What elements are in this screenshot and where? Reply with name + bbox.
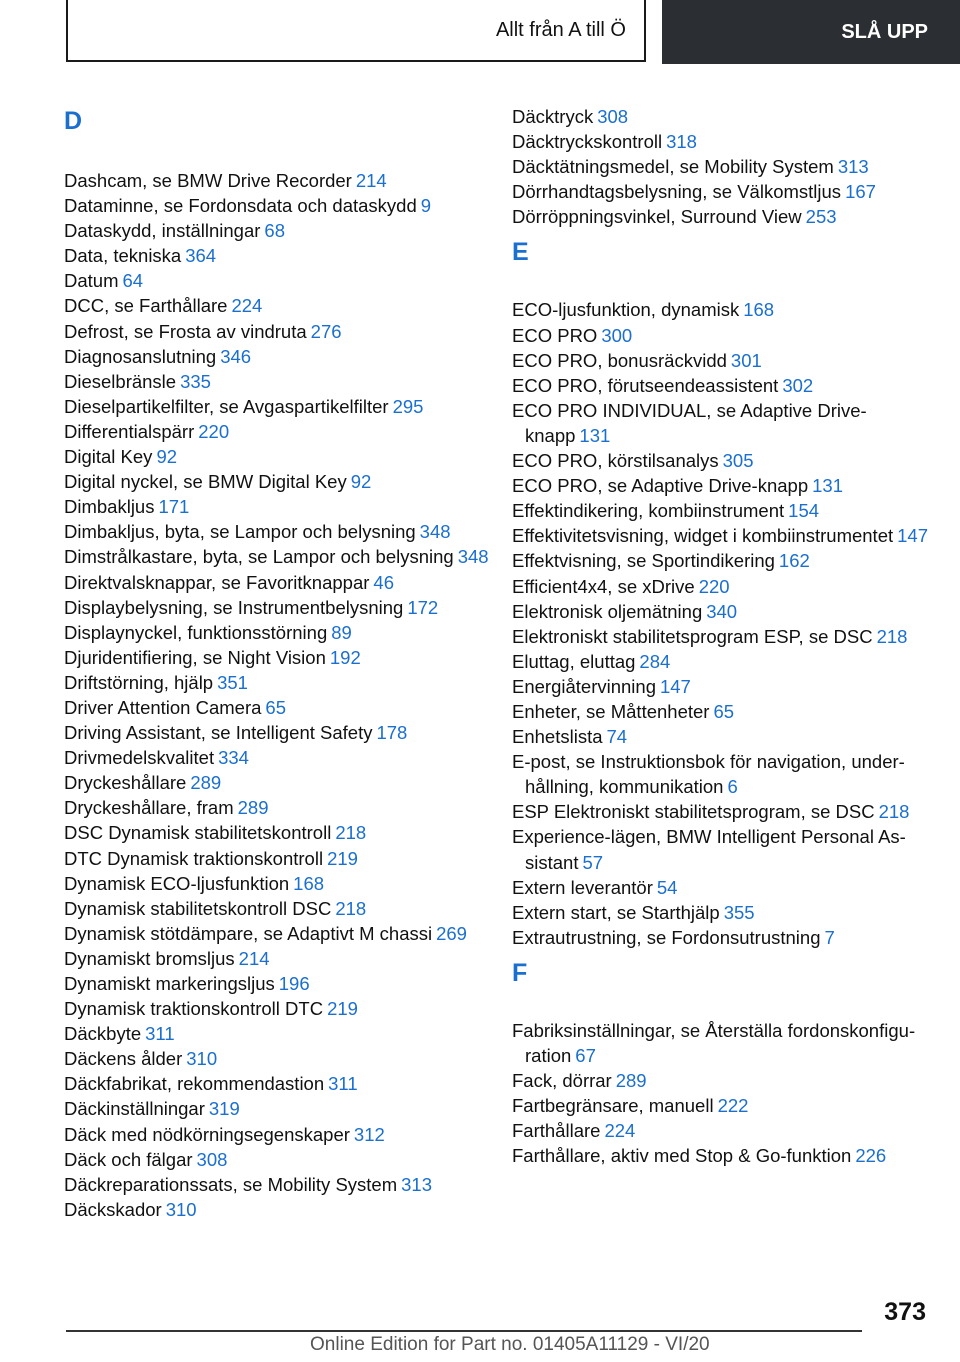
index-page-link[interactable]: 147 [659, 675, 691, 697]
index-entry [64, 871, 494, 896]
index-page-link[interactable]: 219 [327, 998, 358, 1020]
index-entry [512, 824, 942, 874]
index-entry [64, 896, 494, 921]
index-entry-text: Data, tekniska [64, 245, 182, 267]
index-entry-text: Eluttag, eluttag [512, 650, 636, 672]
index-page-link[interactable]: 74 [606, 726, 628, 748]
index-entry-text: Datum [64, 270, 119, 292]
index-page-link[interactable]: 131 [579, 424, 611, 446]
index-entry [512, 297, 942, 322]
index-page-link[interactable]: 351 [217, 671, 248, 693]
index-entry-text: Däck med nödkörningsegenskaper [64, 1123, 350, 1145]
index-entry [512, 323, 942, 348]
index-entry [64, 1122, 494, 1147]
index-page-link[interactable]: 348 [457, 546, 489, 568]
footer-edition: Online Edition for Part no. 01405A11129 - VI/20 [310, 1334, 710, 1355]
index-entry [512, 548, 942, 573]
index-page-link[interactable]: 167 [845, 181, 876, 203]
top-navigation [66, 0, 960, 64]
index-entry-text: Effektvisning, se Sportindikering [512, 550, 775, 572]
index-entry [64, 795, 494, 820]
index-entry [64, 670, 494, 695]
index-page-link[interactable]: 46 [373, 571, 394, 593]
index-entry [64, 544, 494, 569]
index-entry [512, 900, 942, 925]
index-entry [512, 1068, 942, 1093]
index-entry [64, 1046, 494, 1071]
index-entry [64, 570, 494, 595]
index-page-link[interactable]: 348 [419, 521, 451, 543]
index-page-link[interactable]: 192 [329, 646, 361, 668]
index-entry [512, 373, 942, 398]
index-entry-text: Dimstrålkastare, byta, se Lampor och belysning [64, 546, 454, 568]
index-entry-text: Efficient4x4, se xDrive [512, 575, 695, 597]
index-entry [64, 1021, 494, 1046]
index-page-link[interactable]: 171 [158, 496, 190, 518]
index-page-link[interactable]: 313 [837, 156, 869, 178]
index-letter-heading: D [64, 107, 83, 135]
index-entry [512, 875, 942, 900]
index-entry-text: Enheter, se Måttenheter [512, 700, 710, 722]
index-page-link[interactable]: 364 [185, 245, 217, 267]
index-letter-heading: E [512, 238, 529, 267]
index-entry-text: Energiåtervinning [512, 675, 656, 697]
index-entry-text: Däckfabrikat, rekommendastion [64, 1073, 325, 1095]
index-page-link[interactable]: 319 [208, 1098, 240, 1120]
index-page-link[interactable]: 220 [698, 575, 730, 597]
index-entry [64, 695, 494, 720]
index-entry [64, 1071, 494, 1096]
index-page-link[interactable]: 168 [293, 872, 325, 894]
index-page-link[interactable]: 289 [237, 797, 269, 819]
index-entry [512, 179, 942, 204]
index-page-link[interactable]: 68 [264, 220, 285, 242]
index-entry [512, 925, 942, 950]
index-entry-text: Dimbakljus [64, 496, 155, 518]
index-entry [512, 724, 942, 749]
index-page-link[interactable]: 214 [238, 947, 270, 969]
index-entry-text: Effektindikering, kombiinstrument [512, 500, 785, 522]
index-entry-text: Enhetslista [512, 726, 603, 748]
index-entry [512, 498, 942, 523]
index-entry [64, 419, 494, 444]
index-entry [64, 720, 494, 745]
index-column-right [512, 104, 942, 1168]
index-entry-text: ESP Elektroniskt stabilitetsprogram, se DSC [512, 801, 875, 823]
index-entry [512, 448, 942, 473]
index-entry-text: Fartbegränsare, manuell [512, 1095, 714, 1117]
index-entry [64, 243, 494, 268]
index-page-link[interactable]: 224 [604, 1120, 636, 1142]
index-entry [512, 649, 942, 674]
index-entry-text: Fack, dörrar [512, 1070, 612, 1092]
index-page-link[interactable]: 310 [165, 1198, 197, 1220]
index-entry-text: Dynamisk ECO-ljusfunktion [64, 872, 290, 894]
index-page-link[interactable]: 289 [190, 772, 222, 794]
index-page-link[interactable]: 289 [615, 1070, 647, 1092]
index-page-link[interactable]: 162 [778, 550, 810, 572]
index-page-link[interactable]: 308 [196, 1148, 228, 1170]
index-entry-text: Däckskador [64, 1198, 162, 1220]
index-page-link[interactable]: 318 [666, 131, 697, 153]
index-page-link[interactable]: 154 [788, 500, 820, 522]
index-entry [512, 104, 942, 129]
index-page-link[interactable]: 269 [436, 922, 467, 944]
index-entry-text: Direktvalsknappar, se Favoritknappar [64, 571, 370, 593]
index-page-link[interactable]: 226 [855, 1145, 887, 1167]
index-page-link[interactable]: 276 [310, 320, 342, 342]
index-entry-text: Driftstörning, hjälp [64, 671, 214, 693]
index-entry-text: Däck och fälgar [64, 1148, 193, 1170]
index-entry-text: Däcktryck [512, 106, 594, 127]
index-page-link[interactable]: 65 [713, 700, 735, 722]
index-entry-text: Dryckeshållare, fram [64, 797, 234, 819]
index-entry [64, 595, 494, 620]
index-entry [512, 204, 942, 229]
index-entry [64, 469, 494, 494]
index-page-link[interactable]: 334 [218, 747, 249, 769]
index-entry-text: Effektivitetsvisning, widget i kombiinstrumentet [512, 525, 894, 547]
index-page-link[interactable]: 301 [730, 349, 762, 371]
index-entry-text: Diagnosanslutning [64, 345, 217, 367]
index-entry-text: Driving Assistant, se Intelligent Safety [64, 722, 373, 744]
tab-all-a-to-z[interactable]: Allt från A till Ö [66, 0, 646, 62]
index-entry [512, 1018, 942, 1068]
index-page-link[interactable]: 355 [723, 901, 755, 923]
index-entry [64, 519, 494, 544]
index-entry-text: Digital nyckel, se BMW Digital Key [64, 471, 347, 493]
index-entry-text: Däckinställningar [64, 1098, 205, 1120]
index-entry-text: Differentialspärr [64, 420, 195, 442]
index-page-link[interactable]: 89 [331, 621, 352, 643]
index-entry-text: Fabriksinställningar, se Återställa fordonskonfiguration [512, 1019, 916, 1066]
index-page-link[interactable]: 196 [278, 973, 310, 994]
index-page-link[interactable]: 64 [122, 270, 144, 292]
index-page-link[interactable]: 220 [198, 420, 230, 442]
index-entry [64, 444, 494, 469]
index-entry [64, 344, 494, 369]
index-entry-text: ECO PRO, körstilsanalys [512, 450, 719, 472]
index-page-link[interactable]: 284 [639, 650, 671, 672]
index-entry [64, 193, 494, 218]
index-entry-text: Dashcam, se BMW Drive Recorder [64, 170, 352, 191]
index-page-link[interactable]: 218 [878, 801, 910, 823]
index-entry-text: Däcktätningsmedel, se Mobility System [512, 156, 834, 178]
index-entry [512, 749, 942, 799]
index-page-link[interactable]: 253 [805, 206, 837, 228]
index-entry-text: Extrautrustning, se Fordonsutrustning [512, 926, 821, 948]
index-entry [64, 946, 494, 971]
index-entry-text: Dataminne, se Fordonsdata och dataskydd [64, 195, 417, 217]
index-entry-text: Extern leverantör [512, 876, 653, 898]
index-entry-text: Dieselbränsle [64, 370, 177, 392]
index-entry-text: Dörrhandtagsbelysning, se Välkomstljus [512, 181, 842, 203]
index-entry-text: Dynamisk traktionskontroll DTC [64, 998, 324, 1020]
index-page-link[interactable]: 178 [376, 722, 408, 744]
index-entry [64, 971, 494, 996]
index-page-link[interactable]: 54 [656, 876, 678, 898]
index-entry [64, 645, 494, 670]
index-entry [512, 398, 942, 448]
index-page-link[interactable]: 295 [392, 395, 424, 417]
index-entry [512, 129, 942, 154]
index-entry [512, 599, 942, 624]
index-entry-text: Dynamisk stabilitetskontroll DSC [64, 897, 332, 919]
index-entry [64, 268, 494, 293]
index-entry [64, 996, 494, 1021]
index-entry-text: Defrost, se Frosta av vindruta [64, 320, 307, 342]
index-page-link[interactable]: 340 [706, 600, 738, 622]
index-entry-text: Dataskydd, inställningar [64, 220, 261, 242]
index-entry [64, 1147, 494, 1172]
index-page-link[interactable]: 168 [743, 299, 775, 321]
index-entry [64, 1172, 494, 1197]
index-entry-text: Displaynyckel, funktionsstörning [64, 621, 328, 643]
index-entry [512, 674, 942, 699]
index-entry [64, 745, 494, 770]
index-entry [64, 1096, 494, 1121]
index-entry-text: E-post, se Instruktionsbok för navigation, underhållning, kommunikation [512, 751, 905, 798]
index-page-link[interactable]: 57 [582, 851, 604, 873]
index-page-link[interactable]: 7 [824, 926, 835, 948]
index-page-link[interactable]: 92 [350, 471, 372, 493]
index-column-left [64, 96, 494, 1222]
index-entry [512, 799, 942, 824]
index-entry-text: Dimbakljus, byta, se Lampor och belysning [64, 521, 416, 543]
index-page-link[interactable]: 224 [231, 295, 263, 317]
index-entry [64, 319, 494, 344]
index-entry-text: Extern start, se Starthjälp [512, 901, 720, 923]
index-entry [64, 293, 494, 318]
index-entry-text: DSC Dynamisk stabilitetskontroll [64, 822, 332, 844]
index-entry-text: Däckens ålder [64, 1048, 183, 1070]
index-entry [64, 770, 494, 795]
index-entry-text: Däcktryckskontroll [512, 131, 663, 153]
index-page-link[interactable]: 302 [782, 374, 814, 396]
index-entry-text: Däckreparationssats, se Mobility System [64, 1173, 398, 1195]
index-entry-text: Displaybelysning, se Instrumentbelysning [64, 596, 404, 618]
tab-look-up[interactable]: SLÅ UPP [662, 0, 960, 64]
index-entry-text: ECO PRO INDIVIDUAL, se Adaptive Drive-knapp [512, 399, 867, 446]
index-page-link[interactable]: 346 [220, 345, 252, 367]
index-page-link[interactable]: 308 [597, 106, 629, 127]
index-entry-text: DCC, se Farthållare [64, 295, 228, 317]
index-entry-text: ECO PRO, bonusräckvidd [512, 349, 727, 371]
index-page-link[interactable]: 311 [145, 1023, 175, 1045]
index-entry-text: Dynamisk stötdämpare, se Adaptivt M chassi [64, 922, 433, 944]
index-letter-heading: F [512, 958, 528, 987]
index-entry-text: Dieselpartikelfilter, se Avgaspartikelfilter [64, 395, 389, 417]
index-page-link[interactable]: 311 [328, 1073, 358, 1095]
index-page-link[interactable]: 218 [335, 897, 367, 919]
index-page-link[interactable]: 310 [186, 1048, 218, 1070]
index-page-link[interactable]: 219 [327, 847, 358, 869]
index-page-link[interactable]: 312 [353, 1123, 385, 1145]
index-entry-text: Farthållare, aktiv med Stop & Go-funktion [512, 1145, 852, 1167]
index-page-link[interactable]: 218 [876, 625, 908, 647]
index-page-link[interactable]: 147 [897, 525, 929, 547]
index-page-link[interactable]: 6 [727, 776, 738, 798]
index-page-link[interactable]: 300 [601, 324, 633, 346]
index-entry [64, 394, 494, 419]
index-entry-text: Dörröppningsvinkel, Surround View [512, 206, 802, 228]
index-entry [64, 369, 494, 394]
index-page-link[interactable]: 214 [355, 170, 387, 191]
index-page-link[interactable]: 67 [575, 1045, 596, 1066]
index-entry-text: Dynamiskt markeringsljus [64, 973, 275, 994]
index-entry-text: Elektronisk oljemätning [512, 600, 703, 622]
index-entry [512, 624, 942, 649]
index-entry-text: Farthållare [512, 1120, 601, 1142]
index-entry-text: Driver Attention Camera [64, 696, 262, 718]
index-entry [64, 1197, 494, 1222]
index-page-link[interactable]: 9 [420, 195, 432, 217]
index-entry-text: ECO PRO, se Adaptive Drive-knapp [512, 475, 809, 497]
index-entry [512, 1118, 942, 1143]
index-entry [64, 494, 494, 519]
index-entry-text: DTC Dynamisk traktionskontroll [64, 847, 324, 869]
index-entry-text: Dynamiskt bromsljus [64, 947, 235, 969]
index-entry [64, 620, 494, 645]
index-entry [64, 218, 494, 243]
index-entry [64, 846, 494, 871]
index-entry-text: Experience-lägen, BMW Intelligent Personal Assistant [512, 826, 906, 873]
index-entry-text: Digital Key [64, 446, 153, 468]
index-entry [512, 1143, 942, 1168]
index-page-link[interactable]: 65 [265, 696, 286, 718]
index-entry [64, 820, 494, 845]
index-page-link[interactable]: 313 [401, 1173, 432, 1195]
footer-divider [66, 1330, 862, 1332]
page-number: 373 [884, 1298, 926, 1326]
index-entry [512, 348, 942, 373]
index-entry [512, 699, 942, 724]
index-page-link[interactable]: 92 [156, 446, 178, 468]
index-page-link[interactable]: 335 [180, 370, 211, 392]
index-entry [64, 921, 494, 946]
index-page-link[interactable]: 305 [722, 450, 754, 472]
index-entry-text: Elektroniskt stabilitetsprogram ESP, se DSC [512, 625, 873, 647]
index-entry [512, 574, 942, 599]
index-page-link[interactable]: 218 [335, 822, 367, 844]
index-page-link[interactable]: 222 [717, 1095, 749, 1117]
index-entry-text: Dryckeshållare [64, 772, 187, 794]
index-entry [64, 168, 494, 193]
index-entry-text: Drivmedelskvalitet [64, 747, 215, 769]
index-entry [512, 1093, 942, 1118]
index-entry [512, 154, 942, 179]
index-entry-text: ECO-ljusfunktion, dynamisk [512, 299, 740, 321]
index-entry [512, 523, 942, 548]
index-entry-text: ECO PRO [512, 324, 598, 346]
index-entry-text: ECO PRO, förutseendeassistent [512, 374, 779, 396]
index-page-link[interactable]: 131 [812, 475, 844, 497]
index-entry [512, 473, 942, 498]
index-entry-text: Däckbyte [64, 1023, 142, 1045]
index-page-link[interactable]: 172 [407, 596, 439, 618]
index-entry-text: Djuridentifiering, se Night Vision [64, 646, 326, 668]
